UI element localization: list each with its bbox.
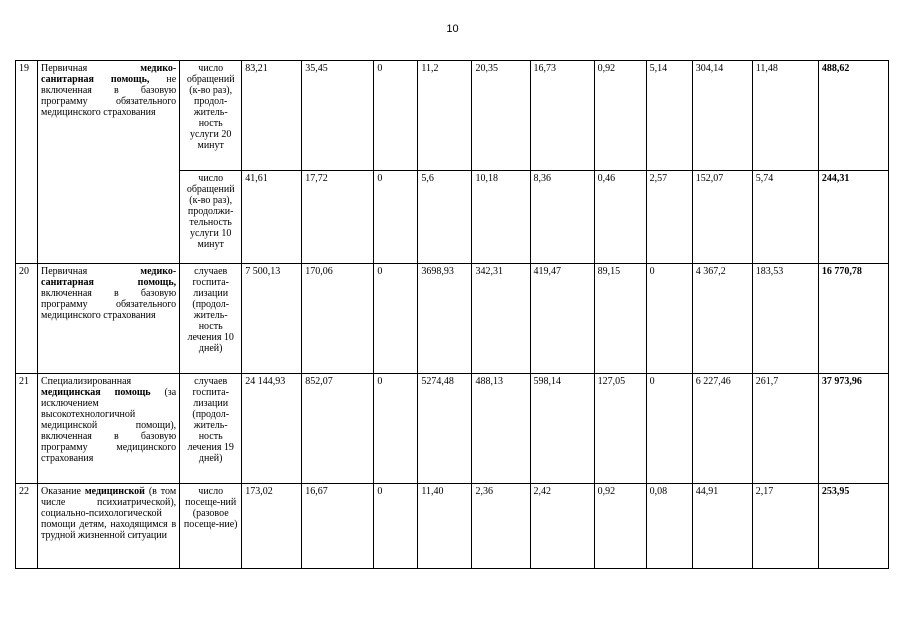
cost-value: 6 227,46 [692,374,752,484]
cost-value: 5274,48 [418,374,472,484]
cost-value: 2,42 [530,484,594,569]
total-value: 253,95 [818,484,888,569]
total-value: 244,31 [818,171,888,264]
total-value: 16 770,78 [818,264,888,374]
service-name-part: Оказание [41,486,85,497]
unit-of-measure: число обращений (к-во раз), продолжи-тельность услуги 10 минут [180,171,242,264]
cost-value: 16,73 [530,61,594,171]
cost-value: 2,36 [472,484,530,569]
cost-value: 0 [646,374,692,484]
table-row [16,264,889,374]
cost-value: 304,14 [692,61,752,171]
service-name-part: Первичная [41,63,141,74]
cost-value: 24 144,93 [242,374,302,484]
cost-value: 2,17 [752,484,818,569]
cost-value: 10,18 [472,171,530,264]
service-name-part: медико-санитарная помощь, [41,266,177,288]
unit-of-measure: число посеще-ний (разовое посеще-ние) [180,484,242,569]
cost-value: 0 [374,484,418,569]
service-name-part: (в том числе психиатрической), социально-психологической помощи детям, находящимся в трудной жизненной ситуации [41,486,177,541]
table-row [16,374,889,484]
cost-value: 261,7 [752,374,818,484]
row-number: 19 [16,61,38,264]
table-row [16,484,889,569]
table-row [16,61,889,171]
cost-value: 0 [374,264,418,374]
cost-value: 419,47 [530,264,594,374]
service-name-part: (за исключением высокотехнологичной медицинской помощи), включенная в базовую программу медицинского страхования [41,387,177,464]
cost-value: 0 [374,374,418,484]
cost-value: 0,46 [594,171,646,264]
cost-value: 0,92 [594,61,646,171]
cost-value: 173,02 [242,484,302,569]
cost-value: 2,57 [646,171,692,264]
cost-value: 3698,93 [418,264,472,374]
service-name-part: Первичная [41,266,141,277]
service-name-part: медицинская помощь [41,387,151,398]
cost-value: 11,40 [418,484,472,569]
cost-value: 852,07 [302,374,374,484]
total-value: 488,62 [818,61,888,171]
unit-of-measure: число обращений (к-во раз), продол-житель-ность услуги 20 минут [180,61,242,171]
cost-value: 170,06 [302,264,374,374]
cost-value: 0 [646,264,692,374]
cost-value: 11,2 [418,61,472,171]
service-name-part: включенная в базовую программу обязательного медицинского страхования [41,288,177,321]
cost-value: 152,07 [692,171,752,264]
row-number: 20 [16,264,38,374]
cost-value: 44,91 [692,484,752,569]
cost-value: 89,15 [594,264,646,374]
total-value: 37 973,96 [818,374,888,484]
cost-value: 5,74 [752,171,818,264]
row-number: 21 [16,374,38,484]
cost-value: 83,21 [242,61,302,171]
cost-value: 41,61 [242,171,302,264]
service-name-part: медико-санитарная помощь, [41,63,177,85]
cost-value: 0,92 [594,484,646,569]
service-name [38,484,180,569]
service-name [38,264,180,374]
cost-value: 488,13 [472,374,530,484]
cost-value: 598,14 [530,374,594,484]
cost-value: 0 [374,171,418,264]
cost-value: 127,05 [594,374,646,484]
cost-value: 0 [374,61,418,171]
cost-value: 5,14 [646,61,692,171]
cost-value: 35,45 [302,61,374,171]
cost-value: 8,36 [530,171,594,264]
row-number: 22 [16,484,38,569]
cost-value: 20,35 [472,61,530,171]
page-number: 10 [446,23,459,35]
cost-table [15,60,889,569]
table-body [16,61,889,569]
service-name [38,374,180,484]
cost-value: 5,6 [418,171,472,264]
service-name-part: медицинской [84,486,145,497]
cost-value: 0,08 [646,484,692,569]
cost-value: 17,72 [302,171,374,264]
cost-value: 11,48 [752,61,818,171]
unit-of-measure: случаев госпита-лизации (продол-житель-ность лечения 10 дней) [180,264,242,374]
unit-of-measure: случаев госпита-лизации (продол-житель-ность лечения 19 дней) [180,374,242,484]
cost-value: 4 367,2 [692,264,752,374]
service-name-part: не включенная в базовую программу обязательного медицинского страхования [41,74,177,118]
cost-value: 7 500,13 [242,264,302,374]
cost-value: 183,53 [752,264,818,374]
service-name-part: Специализированная [41,376,132,387]
cost-value: 342,31 [472,264,530,374]
cost-value: 16,67 [302,484,374,569]
service-name [38,61,180,264]
